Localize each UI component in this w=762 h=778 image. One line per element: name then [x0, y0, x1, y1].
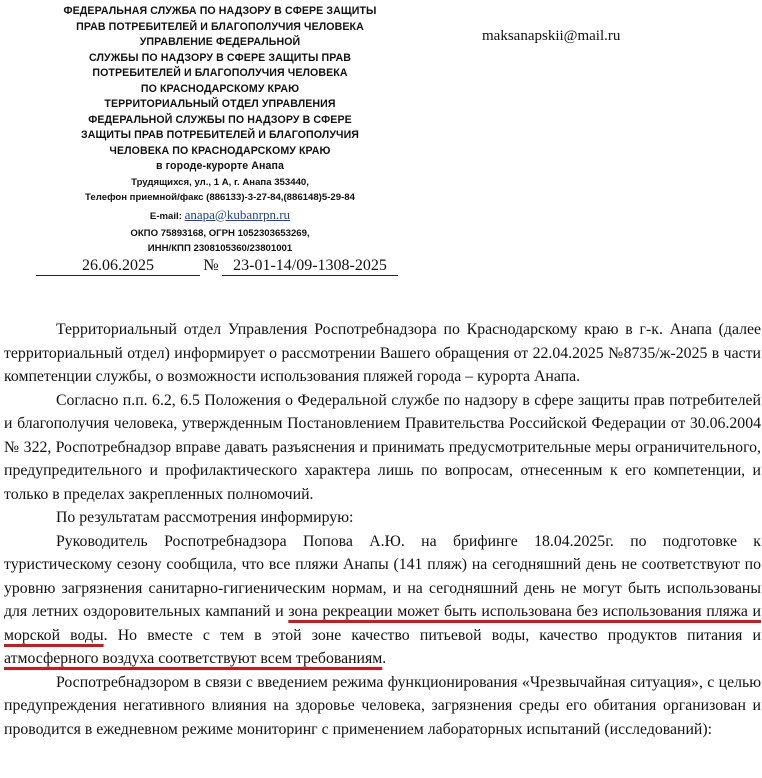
agency-line: в городе-курорте Анапа	[156, 160, 284, 172]
document-number: 23-01-14/09-1308-2025	[222, 257, 398, 276]
agency-line: ЗАЩИТЫ ПРАВ ПОТРЕБИТЕЛЕЙ И БЛАГОПОЛУЧИЯ	[80, 129, 360, 141]
email-label: E-mail:	[149, 210, 182, 222]
agency-email-link[interactable]: anapa@kubanrpn.ru	[184, 206, 291, 222]
agency-line: СЛУЖБЫ ПО НАДЗОРУ В СФЕРЕ ЗАЩИТЫ ПРАВ	[89, 51, 351, 64]
agency-header	[40, 4, 400, 256]
paragraph	[4, 530, 761, 671]
agency-line: ПО КРАСНОДАРСКОМУ КРАЮ	[140, 82, 300, 95]
agency-line: ТЕРРИТОРИАЛЬНЫЙ ОТДЕЛ УПРАВЛЕНИЯ	[104, 98, 336, 110]
recipient-email: maksanapskii@mail.ru	[482, 28, 621, 44]
agency-email-line	[40, 205, 400, 226]
highlighted-text: атмосферного воздуха соответствуют всем требованиям	[4, 650, 383, 667]
reference-line	[36, 257, 398, 276]
paragraph: Территориальный отдел Управления Роспотребнадзора по Краснодарскому краю в г-к. Анапа (далее территориальный отдел) информирует о рассмотрении Вашего обращения от 22.04.2025 №8735/ж-2025 в части компетенции службы, о возможности использования пляжей города – курорта Анапа.	[4, 321, 761, 385]
agency-address: Трудящихся, ул., 1 А, г. Анапа 353440,	[131, 176, 309, 188]
agency-line: ЧЕЛОВЕКА ПО КРАСНОДАРСКОМУ КРАЮ	[109, 144, 331, 157]
letter-body	[4, 318, 761, 741]
highlighted-text: зона рекреации может быть использована без использования пляжа и морской воды	[4, 603, 761, 644]
paragraph: Роспотребнадзором в связи с введением режима функционирования «Чрезвычайная ситуация», с целью предупреждения негативного влияния на здоровье человека, загрязнения среды его обитания организован и проводится в ежедневном режиме мониторинг с применением лабораторных испытаний (исследований):	[4, 673, 761, 738]
paragraph-text: .	[382, 650, 387, 667]
agency-okpo: ОКПО 75893168, ОГРН 1052303653269,	[130, 227, 310, 239]
paragraph-text: Руководитель Роспотребнадзора Попова А.Ю. на брифинге 18.04.2025г. по подготовке к туристическому сезону сообщила, что все пляжи Анапы (141 пляж) на сегодняшний день не соответствуют по уровню загрязнения санитарно-гигиеническим нормам, и на сегодняшний день не могут быть использованы для летних оздоровительных кампаний и	[4, 532, 761, 620]
agency-line: ФЕДЕРАЛЬНОЙ СЛУЖБЫ ПО НАДЗОРУ В СФЕРЕ	[88, 113, 352, 126]
agency-line: ПОТРЕБИТЕЛЕЙ И БЛАГОПОЛУЧИЯ ЧЕЛОВЕКА	[92, 67, 348, 79]
agency-phone: Телефон приемной/факс (886133)-3-27-84,(886148)5-29-84	[85, 191, 355, 203]
agency-line: УПРАВЛЕНИЕ ФЕДЕРАЛЬНОЙ	[139, 36, 301, 48]
paragraph: По результатам рассмотрения информирую:	[56, 509, 354, 526]
document-date: 26.06.2025	[36, 257, 200, 276]
paragraph-text: . Но вместе с тем в этой зоне качество питьевой воды, качество продуктов питания и	[103, 626, 761, 644]
number-sign: №	[203, 257, 219, 274]
agency-line: ПРАВ ПОТРЕБИТЕЛЕЙ И БЛАГОПОЛУЧИЯ ЧЕЛОВЕКА	[76, 20, 364, 33]
agency-inn: ИНН/КПП 2308105360/23801001	[147, 242, 293, 254]
paragraph: Согласно п.п. 6.2, 6.5 Положения о Федеральной службе по надзору в сфере защиты прав потребителей и благополучия человека, утвержденным Постановлением Правительства Российской Федерации от 30.06.2004 № 322, Роспотребнадзор вправе давать разъяснения и принимать предусмотрительные меры ограничительного, предупредительного и профилактического характера лишь по вопросам, отнесенным к его компетенции, и только в пределах закрепленных полномочий.	[4, 391, 761, 503]
agency-line: ФЕДЕРАЛЬНАЯ СЛУЖБА ПО НАДЗОРУ В СФЕРЕ ЗАЩИТЫ	[63, 5, 377, 17]
